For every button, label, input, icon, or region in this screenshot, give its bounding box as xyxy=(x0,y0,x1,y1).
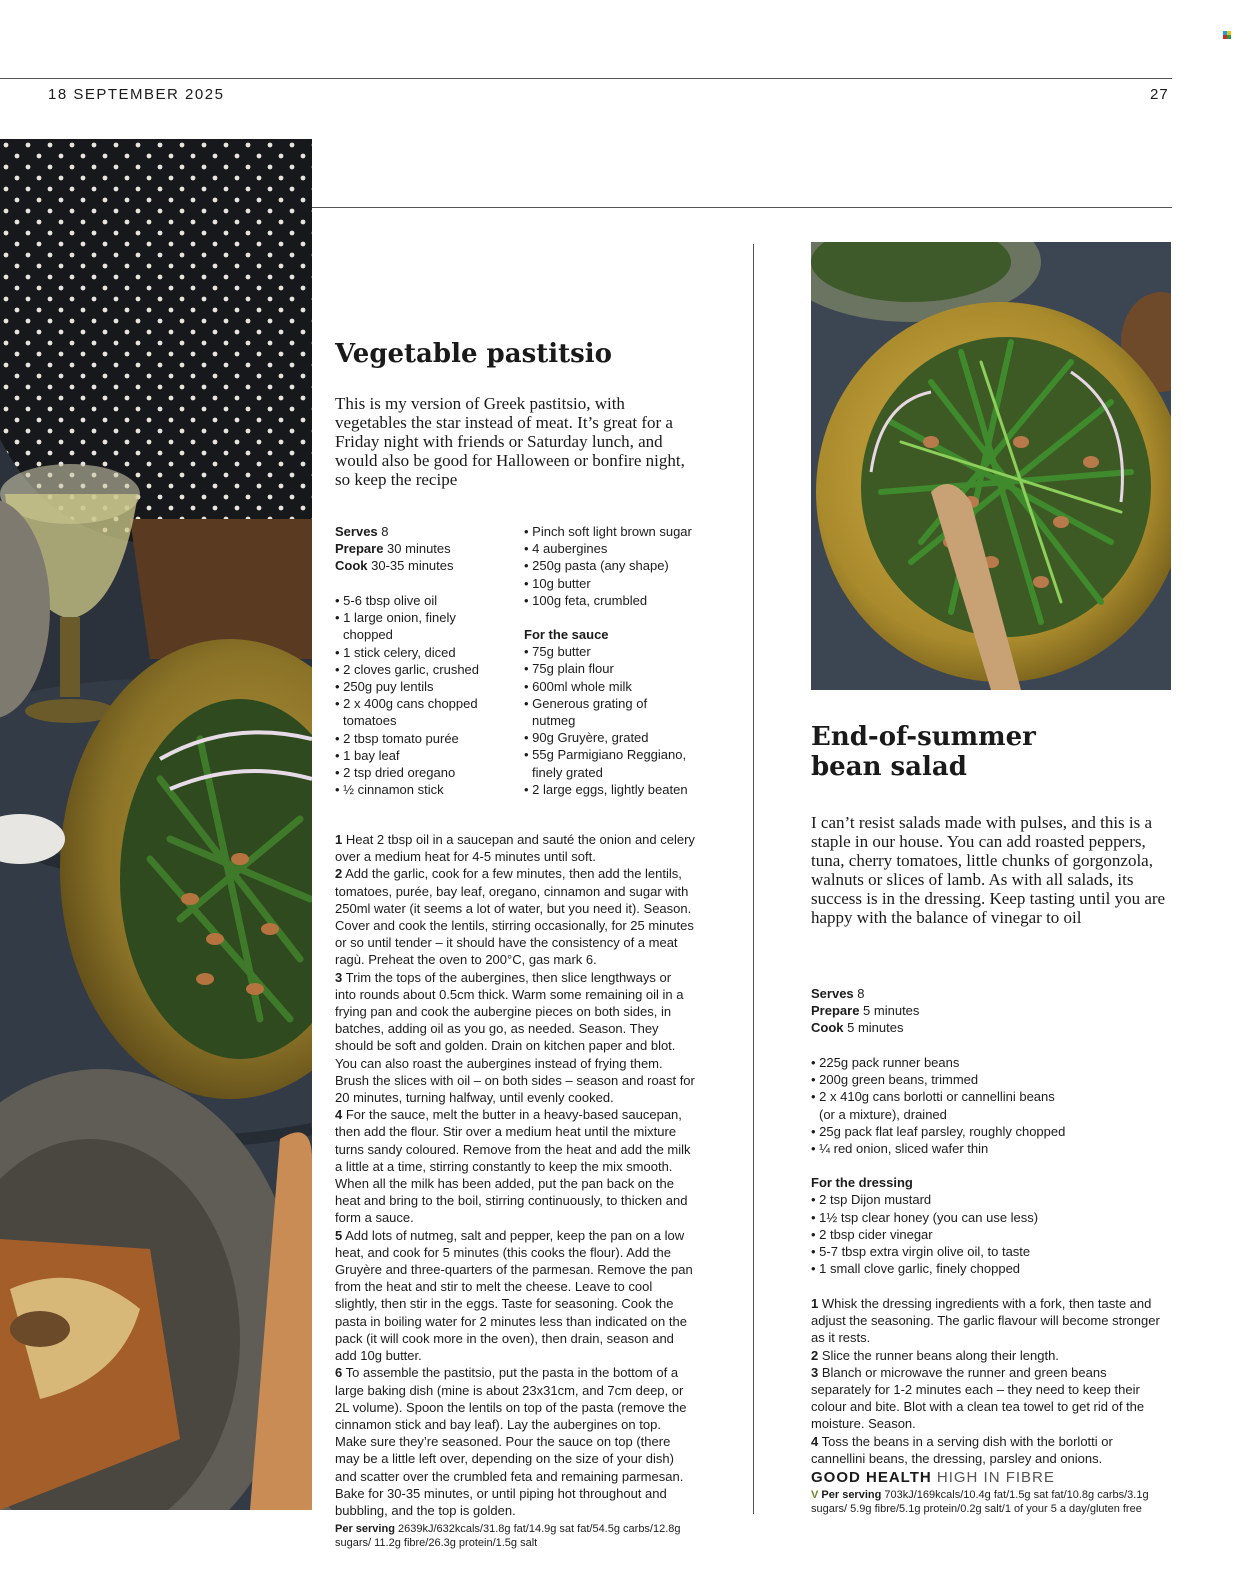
serves-value: 8 xyxy=(857,986,865,1001)
salad-nutrition: V Per serving 703kJ/169kcals/10.4g fat/1.5g sat fat/10.8g carbs/3.1g sugars/ 5.9g fibre/5.1g protein/0.2g salt/1 of your 5 a day/gluten free xyxy=(811,1489,1149,1516)
method-step: 1 Heat 2 tbsp oil in a saucepan and sauté the onion and celery over a medium heat for 4-5 minutes until soft. xyxy=(335,832,695,865)
prepare-value: 30 minutes xyxy=(387,541,451,556)
method-step: 4 For the sauce, melt the butter in a heavy-based saucepan, then add the flour. Stir over a medium heat until the mixture turns sandy coloured. Remove from the heat and add the milk a little at a time, stirring constantly to keep the mix smooth. When all the milk has been added, put the pan back on the heat and bring to the boil, stirring continuously, to thicken and form a sauce. xyxy=(335,1107,691,1226)
method-step: 3 Blanch or microwave the runner and green beans separately for 1-2 minutes each – they need to keep their colour and bite. Blot with a clean tea towel to get rid of the moisture. Season. xyxy=(811,1364,1145,1432)
salad-intro: I can’t resist salads made with pulses, and this is a staple in our house. You can add roasted peppers, tuna, cherry tomatoes, little chunks of gorgonzola, walnuts or slices of lamb. As with all salads, its success is in the dressing. Keep tasting until you are happy with the balance of vinegar to oil xyxy=(811,813,1166,927)
ingredient: • 10g butter xyxy=(524,575,591,591)
method-step: 3 Trim the tops of the aubergines, then slice lengthways or into rounds about 0.5cm thick. Warm some remaining oil in a frying pan and cook the aubergine pieces on both sides, in batches, adding oil as you go, as needed. Season. They should be soft and golden. Drain on kitchen paper and blot. You can also roast the aubergines instead of frying them. Brush the slices with oil – on both sides – season and roast for 20 minutes, turning halfway, until evenly cooked. xyxy=(335,969,695,1106)
page-number: 27 xyxy=(1150,86,1169,103)
serves-value: 8 xyxy=(381,524,389,539)
ingredient: • 2 cloves garlic, crushed xyxy=(335,661,480,677)
pastitsio-nutrition: Per serving 2639kJ/632kcals/31.8g fat/14.9g sat fat/54.5g carbs/12.8g sugars/ 11.2g fibre/26.3g protein/1.5g salt xyxy=(335,1523,681,1550)
ingredient: • 25g pack flat leaf parsley, roughly chopped xyxy=(811,1123,1066,1139)
cook-value: 30-35 minutes xyxy=(371,558,454,573)
bean-salad-photo xyxy=(811,242,1171,690)
dressing-ingredient: • 2 tbsp cider vinegar xyxy=(811,1226,933,1242)
ingredient: • 1 bay leaf xyxy=(335,747,400,763)
pastitsio-method xyxy=(335,831,695,1550)
ingredient: • 2 x 400g cans chopped tomatoes xyxy=(335,696,478,729)
cook-label: Cook xyxy=(811,1020,844,1035)
sauce-ingredient: • 55g Parmigiano Reggiano, finely grated xyxy=(524,747,687,780)
good-health-badge: GOOD HEALTH HIGH IN FIBRE xyxy=(811,1469,1055,1487)
method-step: 1 Whisk the dressing ingredients with a fork, then taste and adjust the seasoning. The garlic flavour will become stronger as it rests. xyxy=(811,1296,1160,1346)
ingredient: • 250g puy lentils xyxy=(335,679,434,695)
ingredient: • 1 large onion, finely chopped xyxy=(335,610,456,643)
ingredient: • 1 stick celery, diced xyxy=(335,644,456,660)
ingredient: • ½ cinnamon stick xyxy=(335,782,444,798)
salad-title xyxy=(811,722,1171,782)
sauce-ingredient: • 75g plain flour xyxy=(524,661,614,677)
pastitsio-ingredients-col2 xyxy=(524,523,744,798)
pastitsio-ingredients-col1 xyxy=(335,592,495,798)
pastitsio-intro: This is my version of Greek pastitsio, with vegetables the star instead of meat. It’s great for a Friday night with friends or Saturday lunch, and would also be good for Halloween or bonfire night, so keep the recipe xyxy=(335,394,685,489)
serves-label: Serves xyxy=(335,524,378,539)
sauce-heading: For the sauce xyxy=(524,627,609,643)
ingredient: • ¼ red onion, sliced wafer thin xyxy=(811,1141,989,1157)
sauce-ingredient: • 90g Gruyère, grated xyxy=(524,730,649,746)
ingredient: • 2 tbsp tomato purée xyxy=(335,730,459,746)
dressing-ingredient: • 2 tsp Dijon mustard xyxy=(811,1192,932,1208)
ingredient: • 250g pasta (any shape) xyxy=(524,558,669,574)
ingredient: • 225g pack runner beans xyxy=(811,1055,960,1070)
salad-method xyxy=(811,1295,1166,1516)
dressing-ingredient: • 5-7 tbsp extra virgin olive oil, to taste xyxy=(811,1244,1031,1260)
ingredient: • 4 aubergines xyxy=(524,541,608,557)
pastitsio-meta xyxy=(335,523,515,574)
sauce-ingredient: • 2 large eggs, lightly beaten xyxy=(524,781,688,797)
prepare-label: Prepare xyxy=(811,1003,860,1018)
method-step: 6 To assemble the pastitsio, put the pasta in the bottom of a large baking dish (mine is about 23x31cm, and 7cm deep, or 2L volume). Spoon the lentils on top of the pasta (remove the cinnamon stick and bay leaf). Lay the aubergines on top. Make sure they’re seasoned. Pour the sauce on top (there may be a little left over, depending on the size of your dish) and scatter over the crumbled feta and remaining parmesan. Bake for 30-35 minutes, or until piping hot throughout and bubbling, and the top is golden. xyxy=(335,1365,687,1518)
vegetarian-mark: V xyxy=(811,1489,819,1502)
method-step: 5 Add lots of nutmeg, salt and pepper, keep the pan on a low heat, and cook for 5 minutes (this cooks the flour). Add the Gruyère and three-quarters of the parmesan. Remove the pan from the heat and stir to melt the cheese. Leave to cool slightly, then stir in the eggs. Taste for seasoning. Cook the pasta in boiling water for 2 minutes less than indicated on the pack (it will cook more in the oven), then drain, season and add 10g butter. xyxy=(335,1227,693,1364)
sauce-ingredient: • Generous grating of nutmeg xyxy=(524,695,648,729)
pastitsio-photo xyxy=(0,139,312,1510)
salad-ingredients xyxy=(811,1054,1151,1277)
dressing-ingredient: • 1½ tsp clear honey (you can use less) xyxy=(811,1209,1039,1225)
ingredient: • 200g green beans, trimmed xyxy=(811,1072,979,1088)
header-date: 18 SEPTEMBER 2025 xyxy=(48,86,225,103)
prepare-label: Prepare xyxy=(335,541,384,556)
method-step: 4 Toss the beans in a serving dish with the borlotti or cannellini beans, the dressing, parsley and onions. xyxy=(811,1433,1113,1466)
salad-meta xyxy=(811,985,1011,1036)
pastitsio-title: Vegetable pastitsio xyxy=(335,339,612,369)
salad-title-line1: End-of-summer xyxy=(811,722,1036,752)
column-divider xyxy=(753,244,754,1514)
method-step: 2 Add the garlic, cook for a few minutes, then add the lentils, tomatoes, purée, bay leaf, oregano, cinnamon and sugar with 250ml water (it seems a lot of water, but you need it). Season. Cover and cook the lentils, stirring occasionally, for 25 minutes or so until tender – it should have the consistency of a meat ragù. Preheat the oven to 200°C, gas mark 6. xyxy=(335,866,694,968)
ingredient: • 2 tsp dried oregano xyxy=(335,765,456,781)
ingredient: • 5-6 tbsp olive oil xyxy=(335,593,438,608)
cook-label: Cook xyxy=(335,558,368,573)
dressing-ingredient: • 1 small clove garlic, finely chopped xyxy=(811,1261,1021,1277)
header-rule xyxy=(0,78,1172,79)
sauce-ingredient: • 75g butter xyxy=(524,644,591,660)
dressing-heading: For the dressing xyxy=(811,1175,913,1191)
cook-value: 5 minutes xyxy=(847,1020,904,1035)
sauce-ingredient: • 600ml whole milk xyxy=(524,678,632,694)
ingredient: • 100g feta, crumbled xyxy=(524,592,648,608)
salad-title-line2: bean salad xyxy=(811,752,967,782)
ingredient: • Pinch soft light brown sugar xyxy=(524,524,692,539)
serves-label: Serves xyxy=(811,986,854,1001)
section-rule xyxy=(312,207,1172,208)
ingredient: • 2 x 410g cans borlotti or cannellini beans (or a mixture), drained xyxy=(811,1089,1055,1122)
color-registration-mark xyxy=(1223,31,1231,39)
prepare-value: 5 minutes xyxy=(863,1003,920,1018)
method-step: 2 Slice the runner beans along their length. xyxy=(811,1347,1059,1363)
